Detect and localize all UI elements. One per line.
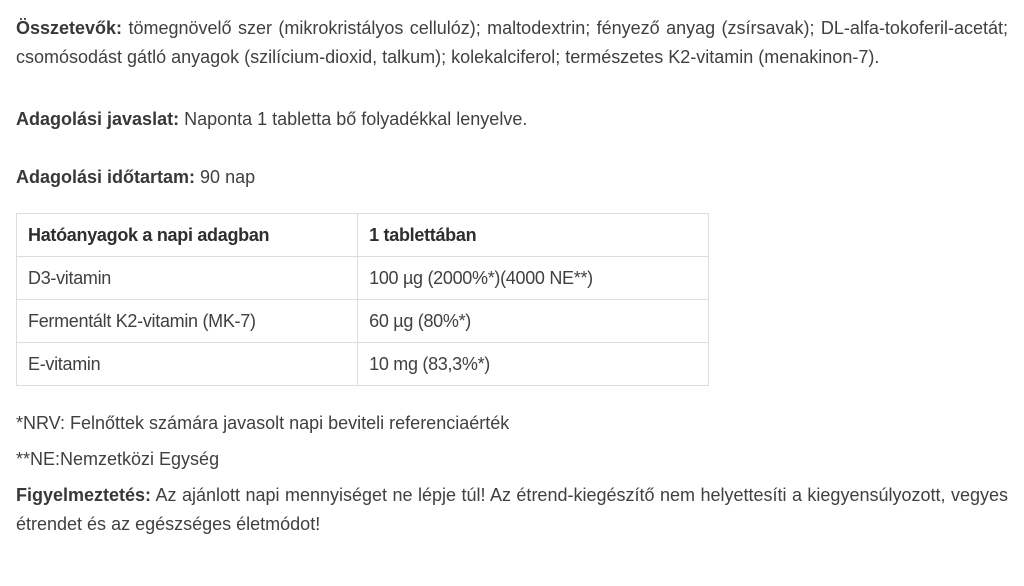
dosage-suggestion-paragraph [16,105,1008,134]
table-row [17,343,709,386]
table-cell-amount: 100 µg (2000%*)(4000 NE**) [358,257,709,300]
ingredients-paragraph [16,14,1008,72]
table-cell-amount: 60 µg (80%*) [358,300,709,343]
warning-label: Figyelmeztetés: [16,485,152,505]
dosage-duration-paragraph [16,163,1008,192]
table-header-per-tablet: 1 tablettában [358,214,709,257]
dosage-suggestion-text: Naponta 1 tabletta bő folyadékkal lenyelve. [184,109,528,129]
warning-paragraph [16,481,1008,539]
table-header-row [17,214,709,257]
ingredients-label: Összetevők: [16,18,123,38]
table-cell-ingredient: E-vitamin [17,343,358,386]
warning-text: Az ajánlott napi mennyiséget ne lépje túl! Az étrend-kiegészítő nem helyettesíti a kiegyensúlyozott, vegyes étrendet és az egészséges életmódot! [16,485,1008,534]
ingredients-text: tömegnövelő szer (mikrokristályos cellulóz); maltodextrin; fényező anyag (zsírsavak); DL-alfa-tokoferil-acetát; csomósodást gátló anyagok (szilícium-dioxid, talkum); kolekalciferol; természetes K2-vitamin (menakinon-7). [16,18,1008,67]
table-cell-ingredient: D3-vitamin [17,257,358,300]
table-cell-amount: 10 mg (83,3%*) [358,343,709,386]
dosage-duration-label: Adagolási időtartam: [16,167,196,187]
table-cell-ingredient: Fermentált K2-vitamin (MK-7) [17,300,358,343]
nrv-footnote: *NRV: Felnőttek számára javasolt napi beviteli referenciaérték [16,413,510,433]
ne-footnote: **NE:Nemzetközi Egység [16,449,220,469]
table-row [17,300,709,343]
table-header-ingredients: Hatóanyagok a napi adagban [17,214,358,257]
active-ingredients-table [16,213,709,386]
dosage-duration-text: 90 nap [200,167,256,187]
dosage-suggestion-label: Adagolási javaslat: [16,109,180,129]
table-row [17,257,709,300]
